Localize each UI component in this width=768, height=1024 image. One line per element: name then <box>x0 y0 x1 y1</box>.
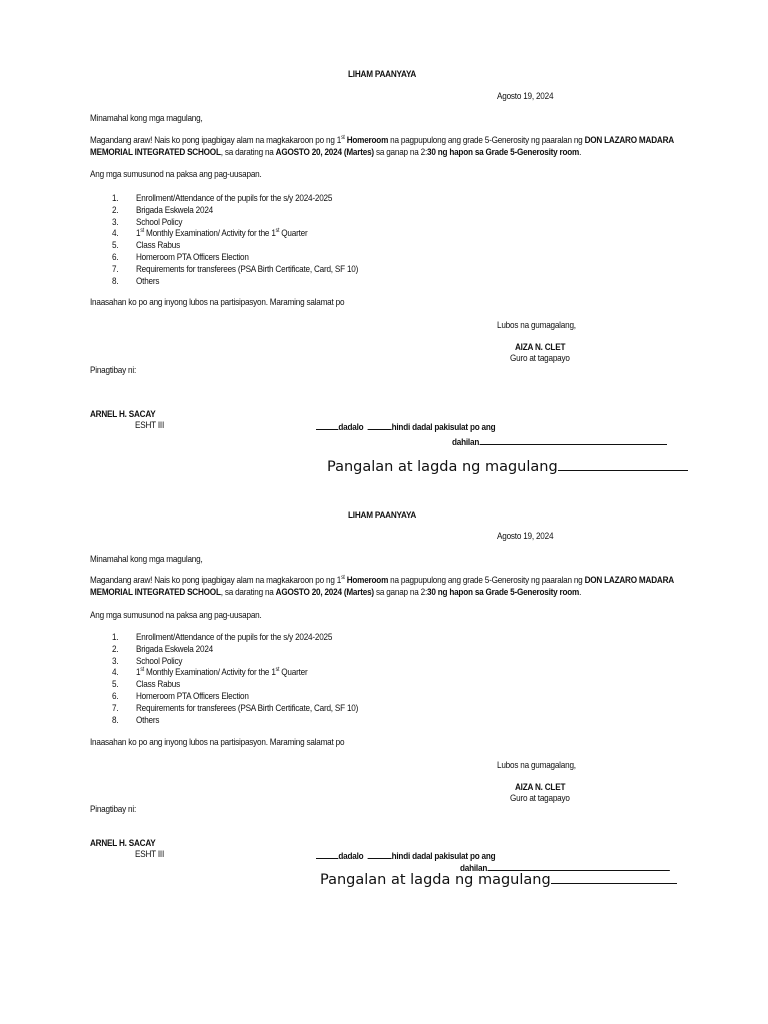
letter-title: LIHAM PAANYAYA <box>348 510 417 521</box>
salutation: Minamahal kong mga magulang, <box>90 113 203 124</box>
complimentary-close: Lubos na gumagalang, <box>497 760 576 771</box>
letter-date: Agosto 19, 2024 <box>497 91 554 102</box>
document-page: LIHAM PAANYAYA Agosto 19, 2024 Minamahal kong mga magulang, Magandang araw! Nais ko pong ipagbigay alam na magkakaroon po ng 1st Homeroom na pagpupulong ang grade 5-Generosity ng paaralan ng DON LAZARO MADARA MEMORIAL INTEGRATED SCHOOL, sa darating na AGOSTO 20, 2024 (Martes) sa ganap na 2:30 ng hapon sa Grade 5-Generosity room. Ang mga sumusunod na paksa ang pag-uusapan. 1. Enrollment/Attendance of the pupils for the s/y 2024-2025 2. Brigada Eskwela 2024 3. School Policy 4. 1st Monthly Examination/ Activity for the 1st Quarter 5. Class Rabus 6. Homeroom PTA Officers Election 7. Requirements for transferees (PSA Birth Certificate, Card, SF 10) 8. Others Inaasahan ko po ang inyong lubos na partisipasyon. Maraming salamat po Lubos na gumagalang, AIZA N. CLET Guro at tagapayo Pinagtibay ni: ARNEL H. SACAY ESHT III dadalo hindi dadal pakisulat po ang dahilan Pangalan at lagda ng magulang LIHAM PAANYAYA Agosto 19, 2024 Minamahal kong mga magulang, Magandang araw! Nais ko pong ipagbigay alam na magkakaroon po ng 1st Homeroom na pagpupulong ang grade 5-Generosity ng paaralan ng DON LAZARO MADARA MEMORIAL INTEGRATED SCHOOL, sa darating na AGOSTO 20, 2024 (Martes) sa ganap na 2:30 ng hapon sa Grade 5-Generosity room. Ang mga sumusunod na paksa ang pag-uusapan. 1. Enrollment/Attendance of the pupils for the s/y 2024-2025 2. Brigada Eskwela 2024 3. School Policy 4. 1st Monthly Examination/ Activity for the 1st Quarter 5. Class Rabus 6. Homeroom PTA Officers Election 7. Requirements for transferees (PSA Birth Certificate, Card, SF 10) 8. Others Inaasahan ko po ang inyong lubos na partisipasyon. Maraming salamat po Lubos na gumagalang, AIZA N. CLET Guro at tagapayo Pinagtibay ni: ARNEL H. SACAY ESHT III dadalo hindi dadal pakisulat po ang dahilan Pangalan at lagda ng magulang <box>0 0 768 1024</box>
approver-name: ARNEL H. SACAY <box>90 409 156 420</box>
signatory-name: AIZA N. CLET <box>515 342 566 353</box>
dadalo-blank[interactable] <box>316 420 338 430</box>
approver-title: ESHT III <box>135 849 165 860</box>
parent-signature-blank[interactable] <box>551 871 677 884</box>
parent-signature-field: Pangalan at lagda ng magulang <box>320 871 677 888</box>
closing-line: Inaasahan ko po ang inyong lubos na partisipasyon. Maraming salamat po <box>90 297 345 308</box>
approver-title: ESHT III <box>135 420 165 431</box>
approved-label: Pinagtibay ni: <box>90 365 137 376</box>
reason-field: dahilan <box>452 435 667 448</box>
agenda-intro: Ang mga sumusunod na paksa ang pag-uusapan. <box>90 610 262 621</box>
parent-signature-blank[interactable] <box>558 458 688 471</box>
hindi-blank[interactable] <box>368 849 392 859</box>
hindi-blank[interactable] <box>368 420 392 430</box>
letter-date: Agosto 19, 2024 <box>497 531 554 542</box>
reason-field: dahilan <box>460 861 669 874</box>
signatory-name: AIZA N. CLET <box>515 782 566 793</box>
parent-signature-field: Pangalan at lagda ng magulang <box>327 458 688 475</box>
signatory-title: Guro at tagapayo <box>510 353 570 364</box>
reply-options: dadalo hindi dadal pakisulat po ang <box>316 849 495 862</box>
signatory-title: Guro at tagapayo <box>510 793 570 804</box>
salutation: Minamahal kong mga magulang, <box>90 554 203 565</box>
approved-label: Pinagtibay ni: <box>90 804 137 815</box>
closing-line: Inaasahan ko po ang inyong lubos na partisipasyon. Maraming salamat po <box>90 737 345 748</box>
dadalo-blank[interactable] <box>316 849 338 859</box>
reason-blank[interactable] <box>479 435 666 445</box>
letter-title: LIHAM PAANYAYA <box>348 69 417 80</box>
approver-name: ARNEL H. SACAY <box>90 838 156 849</box>
reply-options: dadalo hindi dadal pakisulat po ang <box>316 420 495 433</box>
body-paragraph: Magandang araw! Nais ko pong ipagbigay alam na magkakaroon po ng 1st Homeroom na pagpupulong ang grade 5-Generosity ng paaralan ng DON LAZARO MADARA MEMORIAL INTEGRATED SCHOOL, sa darating na AGOSTO 20, 2024 (Martes) sa ganap na 2:30 ng hapon sa Grade 5-Generosity room. <box>90 134 674 158</box>
reason-blank[interactable] <box>487 861 669 871</box>
agenda-intro: Ang mga sumusunod na paksa ang pag-uusapan. <box>90 169 262 180</box>
complimentary-close: Lubos na gumagalang, <box>497 320 576 331</box>
body-paragraph: Magandang araw! Nais ko pong ipagbigay alam na magkakaroon po ng 1st Homeroom na pagpupulong ang grade 5-Generosity ng paaralan ng DON LAZARO MADARA MEMORIAL INTEGRATED SCHOOL, sa darating na AGOSTO 20, 2024 (Martes) sa ganap na 2:30 ng hapon sa Grade 5-Generosity room. <box>90 574 674 598</box>
